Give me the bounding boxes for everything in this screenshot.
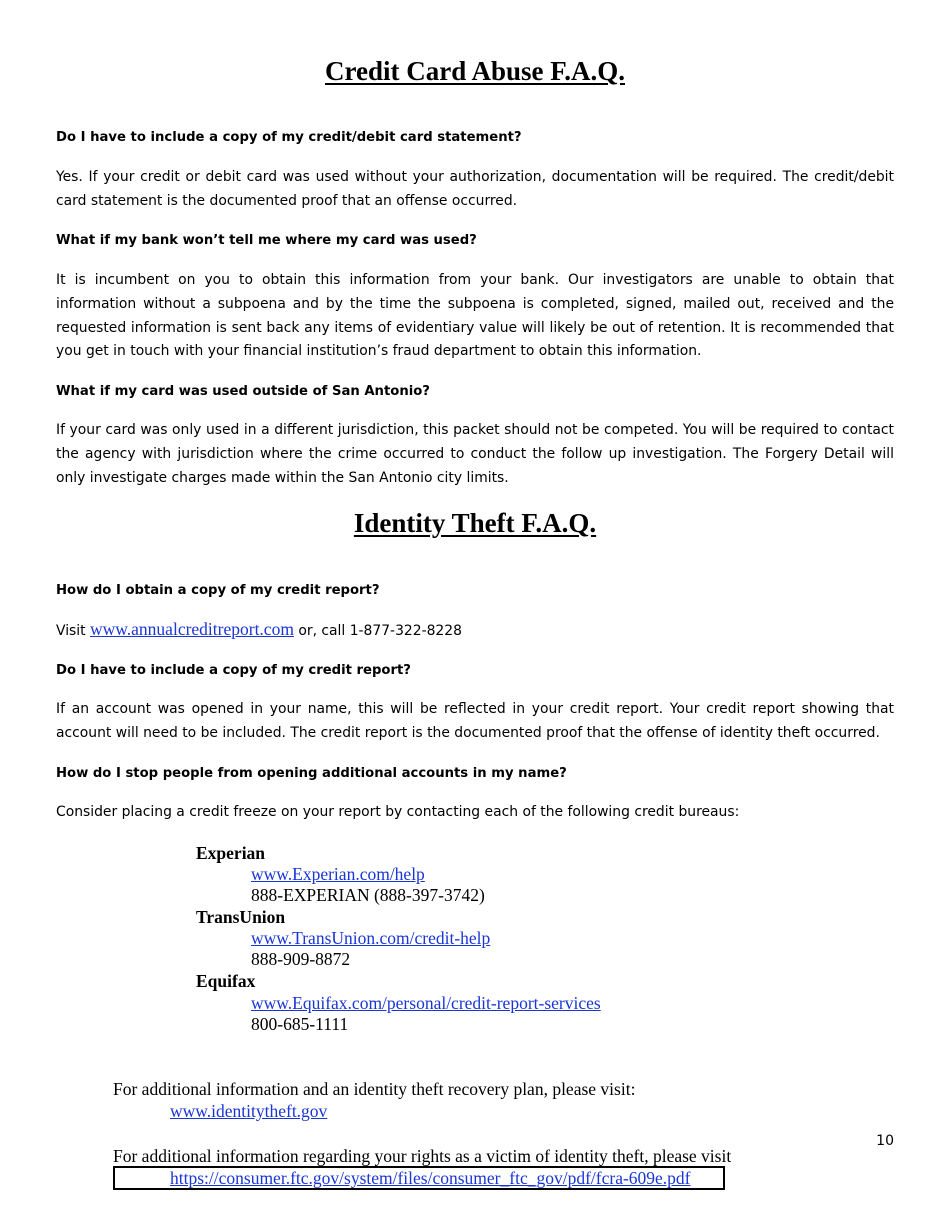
recovery-text: For additional information and an identity theft recovery plan, please visit: (113, 1079, 636, 1099)
equifax-phone: 800-685-1111 (251, 1014, 349, 1034)
faq-answer: Yes. If your credit or debit card was used without your authorization, documentation will be required. The credit/debit card statement is the documented proof that an offense occurred. (56, 169, 894, 209)
faq-question: What if my card was used outside of San Antonio? (56, 384, 430, 399)
transunion-phone: 888-909-8872 (251, 949, 351, 969)
transunion-link[interactable]: www.TransUnion.com/credit-help (251, 928, 491, 948)
faq-answer: If your card was only used in a different jurisdiction, this packet should not be competed. You will be required to contact the agency with jurisdiction where the crime occurred to conduct the follow up investigation. The Forgery Detail will only investigate charges made within the San Antonio city limits. (56, 422, 894, 486)
faq-answer: Consider placing a credit freeze on your report by contacting each of the following credit bureaus: (56, 804, 740, 820)
annualcreditreport-link[interactable]: www.annualcreditreport.com (90, 619, 294, 639)
equifax-link[interactable]: www.Equifax.com/personal/credit-report-services (251, 993, 601, 1013)
bureau-name-equifax: Equifax (196, 971, 256, 991)
bureau-name-experian: Experian (196, 843, 266, 863)
experian-phone: 888-EXPERIAN (888-397-3742) (251, 885, 485, 905)
credit-faq-title: Credit Card Abuse F.A.Q. (324, 56, 626, 86)
fcra-link[interactable]: https://consumer.ftc.gov/system/files/consumer_ftc_gov/pdf/fcra-609e.pdf (170, 1168, 691, 1188)
page-number: 10 (876, 1133, 894, 1149)
faq-answer: It is incumbent on you to obtain this information from your bank. Our investigators are unable to obtain that information without a subpoena and by the time the subpoena is completed, signed, mailed out, received and the requested information is sent back any items of evidentiary value will likely be out of retention. It is recommended that you get in touch with your financial institution’s fraud department to obtain this information. (56, 272, 894, 360)
faq-question: How do I stop people from opening additional accounts in my name? (56, 766, 567, 781)
experian-link[interactable]: www.Experian.com/help (251, 864, 425, 884)
faq-question: What if my bank won’t tell me where my card was used? (56, 233, 477, 248)
faq-question: Do I have to include a copy of my credit report? (56, 663, 411, 678)
faq-question: How do I obtain a copy of my credit report? (56, 583, 380, 598)
identity-faq-title: Identity Theft F.A.Q. (353, 508, 597, 538)
identitytheft-link[interactable]: www.identitytheft.gov (170, 1101, 328, 1121)
faq-answer-credit-report (56, 618, 894, 644)
call-suffix: or, call 1-877-322-8228 (293, 623, 462, 639)
faq-question: Do I have to include a copy of my credit/debit card statement? (56, 130, 522, 145)
faq-answer: If an account was opened in your name, this will be reflected in your credit report. Your credit report showing that account will need to be included. The credit report is the documented proof that the offense of identity theft occurred. (56, 701, 894, 741)
rights-text: For additional information regarding your rights as a victim of identity theft, please visit (113, 1146, 732, 1166)
visit-prefix: Visit (56, 623, 91, 639)
bureau-name-transunion: TransUnion (196, 907, 286, 927)
